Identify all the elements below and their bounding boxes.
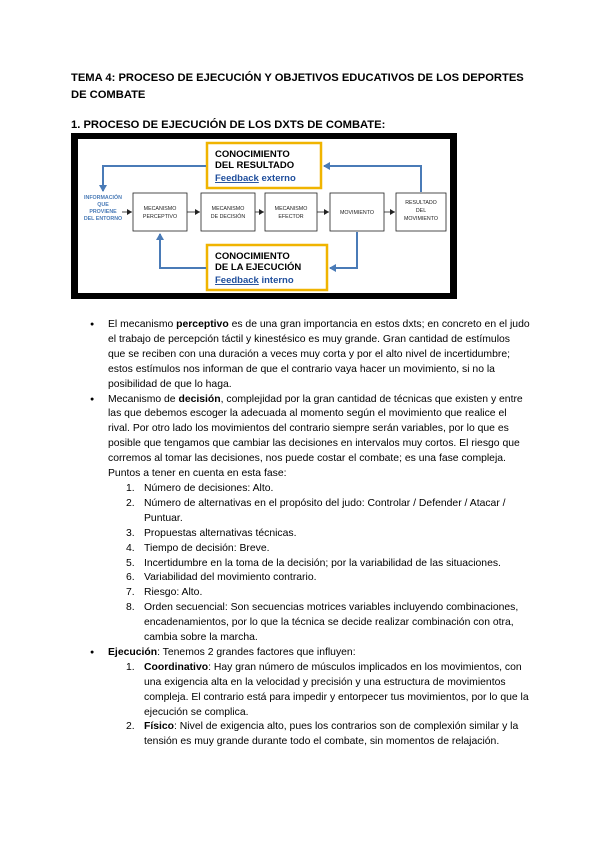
info-line4: DEL ENTORNO (83, 216, 123, 222)
body-content (90, 318, 530, 750)
feedback-loop-top-right (324, 166, 421, 192)
result-line1: RESULTADO (405, 200, 437, 206)
bullet-decision-text: , complejidad por la gran cantidad de técnicas que existen y entre las que debemos escoger la adecuada al momento según el movimiento que realice el rival. Por otro lado los movimientos del contrario siempre serán variables, por lo que es posible que tengamos que cambiar las decisiones en intervalos muy cortos. El riesgo que corremos al tomar las decisiones, nos puede costar el combate; es una fase compleja. Puntos a tener en cuenta en esta fase: (108, 393, 523, 480)
bullet-perceptive-pre: El mecanismo (108, 319, 177, 330)
section-heading: 1. PROCESO DE EJECUCIÓN DE LOS DXTS DE COMBATE: (71, 119, 386, 131)
list-item: 4. Tiempo de decisión: Breve. (126, 542, 270, 554)
list-item: 1. Coordinativo: Hay gran número de músculos implicados en los movimientos, con una exigencia alta en la velocidad y precisión y una estructura de movimientos compleja. El contrario está para impedir y entorpecer tus movimientos, por lo que la ejecución se complica. (126, 661, 529, 718)
knowledge-result-line1: CONOCIMIENTO (215, 149, 290, 160)
bullet-execution-text: : Tenemos 2 grandes factores que influyen: (157, 646, 356, 658)
execution-bullet-list (90, 646, 530, 661)
effector-line1: MECANISMO (274, 206, 308, 212)
movement-label: MOVIMIENTO (339, 210, 375, 216)
decision-points-list (90, 482, 530, 646)
list-item: 6. Variabilidad del movimiento contrario. (126, 572, 317, 584)
feedback-loop-top-left (103, 166, 206, 191)
bullet-decision-keyword: decisión (178, 393, 221, 405)
bullet-decision-pre: Mecanismo de (108, 393, 179, 405)
knowledge-execution-line2: DE LA EJECUCIÓN (215, 262, 302, 273)
decision-line2: DE DECISIÓN (210, 214, 246, 220)
decision-box (201, 193, 255, 231)
list-item: 2. Número de alternativas en el propósito del judo: Controlar / Defender / Atacar / Puntuar. (126, 497, 506, 524)
list-item: 8. Orden secuencial: Son secuencias motrices variables incluyendo combinaciones, encadenamientos, por lo que la técnica se decide realizar combinación con otra, cambia sobre la marcha. (126, 602, 519, 644)
perceptive-line1: MECANISMO (143, 206, 177, 212)
svg-text:Feedback externo (215, 173, 296, 184)
feedback-external-label: externo (258, 173, 296, 184)
svg-text:Feedback interno (215, 275, 294, 286)
knowledge-result-line2: DEL RESULTADO (215, 160, 295, 171)
list-item: 3. Propuestas alternativas técnicas. (126, 527, 297, 539)
info-line2: QUE (97, 202, 109, 208)
info-line3: PROVIENE (89, 209, 117, 215)
feedback-loop-bottom-left (160, 234, 206, 268)
bullet-perceptive (90, 318, 530, 393)
bullet-perceptive-keyword: perceptivo (176, 319, 229, 330)
list-item: 2. Físico: Nivel de exigencia alto, pues los contrarios son de complexión similar y la tensión es muy grande durante todo el combate, sin momentos de relajación. (126, 721, 519, 748)
list-item: 1. Número de decisiones: Alto. (126, 482, 274, 494)
effector-box (265, 193, 317, 231)
feedback-internal-link: Feedback (215, 275, 259, 286)
bullet-decision (90, 393, 530, 482)
list-item: 5. Incertidumbre en la toma de la decisión; por la variabilidad de las situaciones. (126, 557, 501, 569)
feedback-external-link: Feedback (215, 173, 259, 184)
knowledge-execution-line1: CONOCIMIENTO (215, 251, 290, 262)
result-line3: MOVIMIENTO (403, 216, 439, 222)
feedback-loop-bottom-right (330, 232, 357, 268)
effector-line2: EFECTOR (278, 214, 304, 220)
execution-factors-list (90, 661, 530, 750)
bullet-perceptive-text: es de una gran importancia en estos dxts; en concreto en el judo el trabajo de percepción táctil y kinestésico es muy grande. Gran cantidad de estímulos que se reciben con una duración a veces muy corta y por el alto nivel de incertidumbre; estos estímulos nos informan de que el contrario vaya hacer un movimiento, si no la posibilidad de que lo haga. (108, 319, 530, 390)
decision-line1: MECANISMO (211, 206, 245, 212)
main-bullet-list (90, 318, 530, 482)
list-item: 7. Riesgo: Alto. (126, 587, 203, 599)
diagram-canvas (78, 139, 450, 293)
document-title: TEMA 4: PROCESO DE EJECUCIÓN Y OBJETIVOS EDUCATIVOS DE LOS DEPORTES DE COMBATE (71, 72, 524, 101)
bullet-execution (90, 646, 530, 661)
info-line1: INFORMACIÓN (84, 195, 122, 201)
feedback-internal-label: interno (258, 275, 294, 286)
process-diagram (71, 133, 457, 299)
result-line2: DEL (415, 208, 427, 214)
perceptive-line2: PERCEPTIVO (142, 214, 178, 220)
bullet-execution-keyword: Ejecución (108, 646, 158, 658)
perceptive-box (133, 193, 187, 231)
